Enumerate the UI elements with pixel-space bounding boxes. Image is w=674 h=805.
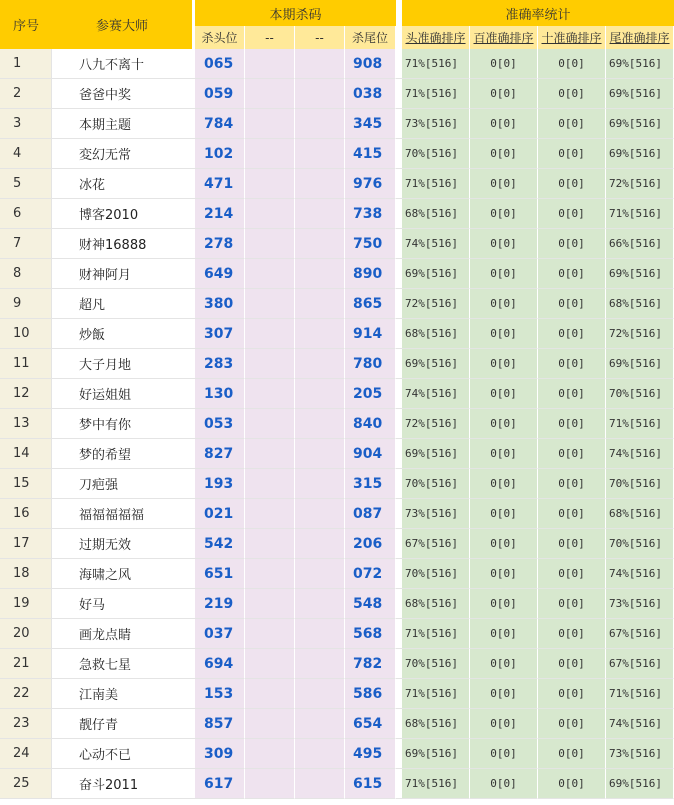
tail-accuracy-value: 69%[516] <box>606 49 674 79</box>
kill-blank-cell <box>295 409 345 439</box>
tens-accuracy-value: 0[0] <box>538 199 606 229</box>
sub-header-kill-blank: -- <box>295 26 345 49</box>
kill-blank-cell <box>295 499 345 529</box>
table-row <box>0 169 674 199</box>
kill-tail-value: 205 <box>345 379 396 409</box>
kill-tail-value: 890 <box>345 259 396 289</box>
hundreds-accuracy-value: 0[0] <box>470 439 538 469</box>
kill-tail-value: 750 <box>345 229 396 259</box>
kill-blank-cell <box>295 589 345 619</box>
tail-accuracy-value: 73%[516] <box>606 739 674 769</box>
tail-accuracy-value: 71%[516] <box>606 679 674 709</box>
master-name: 冰花 <box>52 169 192 199</box>
table-row <box>0 109 674 139</box>
master-name: 八九不离十 <box>52 49 192 79</box>
kill-blank-cell <box>245 409 295 439</box>
row-number: 25 <box>0 769 52 799</box>
tens-accuracy-value: 0[0] <box>538 259 606 289</box>
table-body <box>0 49 674 799</box>
kill-blank-cell <box>245 619 295 649</box>
tens-accuracy-value: 0[0] <box>538 739 606 769</box>
head-accuracy-value: 72%[516] <box>402 289 470 319</box>
tail-accuracy-value: 69%[516] <box>606 769 674 799</box>
kill-blank-cell <box>245 769 295 799</box>
kill-tail-value: 865 <box>345 289 396 319</box>
sort-link-head-accuracy[interactable]: 头准确排序 <box>402 26 470 49</box>
tens-accuracy-value: 0[0] <box>538 109 606 139</box>
kill-blank-cell <box>245 499 295 529</box>
kill-blank-cell <box>245 109 295 139</box>
tens-accuracy-value: 0[0] <box>538 169 606 199</box>
kill-head-value: 471 <box>195 169 245 199</box>
master-name: 财神阿月 <box>52 259 192 289</box>
row-number: 22 <box>0 679 52 709</box>
tail-accuracy-value: 67%[516] <box>606 619 674 649</box>
table-row <box>0 379 674 409</box>
kill-blank-cell <box>245 469 295 499</box>
table-row <box>0 319 674 349</box>
tail-accuracy-value: 68%[516] <box>606 499 674 529</box>
tens-accuracy-value: 0[0] <box>538 649 606 679</box>
tail-accuracy-value: 72%[516] <box>606 169 674 199</box>
kill-head-value: 214 <box>195 199 245 229</box>
tens-accuracy-value: 0[0] <box>538 379 606 409</box>
row-number: 15 <box>0 469 52 499</box>
head-accuracy-value: 74%[516] <box>402 379 470 409</box>
kill-tail-value: 914 <box>345 319 396 349</box>
row-number: 2 <box>0 79 52 109</box>
hundreds-accuracy-value: 0[0] <box>470 109 538 139</box>
head-accuracy-value: 69%[516] <box>402 349 470 379</box>
kill-blank-cell <box>245 349 295 379</box>
sub-header-kill-head: 杀头位 <box>195 26 245 49</box>
head-accuracy-value: 70%[516] <box>402 559 470 589</box>
head-accuracy-value: 73%[516] <box>402 109 470 139</box>
tail-accuracy-value: 74%[516] <box>606 709 674 739</box>
kill-blank-cell <box>245 439 295 469</box>
head-accuracy-value: 68%[516] <box>402 589 470 619</box>
tens-accuracy-value: 0[0] <box>538 79 606 109</box>
hundreds-accuracy-value: 0[0] <box>470 499 538 529</box>
hundreds-accuracy-value: 0[0] <box>470 289 538 319</box>
row-number: 4 <box>0 139 52 169</box>
kill-head-value: 065 <box>195 49 245 79</box>
row-number: 17 <box>0 529 52 559</box>
tail-accuracy-value: 71%[516] <box>606 199 674 229</box>
hundreds-accuracy-value: 0[0] <box>470 679 538 709</box>
kill-blank-cell <box>295 649 345 679</box>
tail-accuracy-value: 69%[516] <box>606 139 674 169</box>
kill-tail-value: 315 <box>345 469 396 499</box>
kill-head-value: 617 <box>195 769 245 799</box>
master-name: 好马 <box>52 589 192 619</box>
master-name: 爸爸中奖 <box>52 79 192 109</box>
tens-accuracy-value: 0[0] <box>538 529 606 559</box>
kill-blank-cell <box>245 139 295 169</box>
row-number: 11 <box>0 349 52 379</box>
head-accuracy-value: 72%[516] <box>402 409 470 439</box>
hundreds-accuracy-value: 0[0] <box>470 409 538 439</box>
kill-blank-cell <box>295 559 345 589</box>
tail-accuracy-value: 69%[516] <box>606 349 674 379</box>
kill-tail-value: 568 <box>345 619 396 649</box>
table-row <box>0 709 674 739</box>
kill-blank-cell <box>245 559 295 589</box>
tail-accuracy-value: 69%[516] <box>606 259 674 289</box>
row-number: 14 <box>0 439 52 469</box>
kill-blank-cell <box>295 739 345 769</box>
hundreds-accuracy-value: 0[0] <box>470 529 538 559</box>
kill-head-value: 283 <box>195 349 245 379</box>
row-number: 6 <box>0 199 52 229</box>
hundreds-accuracy-value: 0[0] <box>470 229 538 259</box>
row-number: 10 <box>0 319 52 349</box>
tail-accuracy-value: 72%[516] <box>606 319 674 349</box>
kill-tail-value: 904 <box>345 439 396 469</box>
sort-link-hundreds-accuracy[interactable]: 百准确排序 <box>470 26 538 49</box>
tail-accuracy-value: 68%[516] <box>606 289 674 319</box>
table-row <box>0 349 674 379</box>
table-row <box>0 439 674 469</box>
table-row <box>0 229 674 259</box>
master-name: 本期主题 <box>52 109 192 139</box>
tens-accuracy-value: 0[0] <box>538 769 606 799</box>
kill-tail-value: 840 <box>345 409 396 439</box>
tens-accuracy-value: 0[0] <box>538 319 606 349</box>
kill-blank-cell <box>295 259 345 289</box>
master-name: 过期无效 <box>52 529 192 559</box>
row-number: 19 <box>0 589 52 619</box>
kill-blank-cell <box>245 169 295 199</box>
tail-accuracy-value: 70%[516] <box>606 379 674 409</box>
table-row <box>0 409 674 439</box>
head-accuracy-value: 67%[516] <box>402 529 470 559</box>
sort-link-tens-accuracy[interactable]: 十准确排序 <box>538 26 606 49</box>
kill-tail-value: 495 <box>345 739 396 769</box>
master-name: 海啸之风 <box>52 559 192 589</box>
tens-accuracy-value: 0[0] <box>538 289 606 319</box>
tail-accuracy-value: 70%[516] <box>606 529 674 559</box>
kill-blank-cell <box>245 649 295 679</box>
tens-accuracy-value: 0[0] <box>538 589 606 619</box>
kill-tail-value: 782 <box>345 649 396 679</box>
row-number: 16 <box>0 499 52 529</box>
table-row <box>0 559 674 589</box>
master-name: 炒飯 <box>52 319 192 349</box>
head-accuracy-value: 68%[516] <box>402 319 470 349</box>
table-row <box>0 769 674 799</box>
kill-tail-value: 586 <box>345 679 396 709</box>
tail-accuracy-value: 71%[516] <box>606 409 674 439</box>
kill-head-value: 278 <box>195 229 245 259</box>
kill-head-value: 309 <box>195 739 245 769</box>
tail-accuracy-value: 74%[516] <box>606 559 674 589</box>
kill-head-value: 827 <box>195 439 245 469</box>
master-name: 梦中有你 <box>52 409 192 439</box>
table-row <box>0 259 674 289</box>
kill-tail-value: 615 <box>345 769 396 799</box>
tens-accuracy-value: 0[0] <box>538 349 606 379</box>
kill-tail-value: 654 <box>345 709 396 739</box>
hundreds-accuracy-value: 0[0] <box>470 49 538 79</box>
tens-accuracy-value: 0[0] <box>538 619 606 649</box>
tail-accuracy-value: 69%[516] <box>606 109 674 139</box>
kill-head-value: 651 <box>195 559 245 589</box>
table-row <box>0 49 674 79</box>
kill-blank-cell <box>245 259 295 289</box>
kill-head-value: 021 <box>195 499 245 529</box>
table-row <box>0 79 674 109</box>
hundreds-accuracy-value: 0[0] <box>470 559 538 589</box>
master-name: 梦的希望 <box>52 439 192 469</box>
kill-tail-value: 206 <box>345 529 396 559</box>
master-name: 博客2010 <box>52 199 192 229</box>
head-accuracy-value: 69%[516] <box>402 439 470 469</box>
kill-blank-cell <box>295 709 345 739</box>
master-name: 靓仔青 <box>52 709 192 739</box>
kill-blank-cell <box>295 439 345 469</box>
hundreds-accuracy-value: 0[0] <box>470 259 538 289</box>
master-name: 超凡 <box>52 289 192 319</box>
kill-blank-cell <box>295 229 345 259</box>
kill-blank-cell <box>245 289 295 319</box>
row-number: 13 <box>0 409 52 439</box>
row-number: 7 <box>0 229 52 259</box>
table-row <box>0 619 674 649</box>
tens-accuracy-value: 0[0] <box>538 229 606 259</box>
kill-blank-cell <box>245 199 295 229</box>
row-number: 18 <box>0 559 52 589</box>
tens-accuracy-value: 0[0] <box>538 139 606 169</box>
table-row <box>0 529 674 559</box>
row-number: 20 <box>0 619 52 649</box>
head-accuracy-value: 71%[516] <box>402 49 470 79</box>
head-accuracy-value: 69%[516] <box>402 259 470 289</box>
kill-head-value: 542 <box>195 529 245 559</box>
hundreds-accuracy-value: 0[0] <box>470 379 538 409</box>
master-name: 财神16888 <box>52 229 192 259</box>
table-row <box>0 469 674 499</box>
kill-blank-cell <box>245 589 295 619</box>
kill-head-value: 694 <box>195 649 245 679</box>
master-name: 刀疤强 <box>52 469 192 499</box>
kill-head-value: 219 <box>195 589 245 619</box>
hundreds-accuracy-value: 0[0] <box>470 169 538 199</box>
kill-head-value: 193 <box>195 469 245 499</box>
table-row <box>0 649 674 679</box>
hundreds-accuracy-value: 0[0] <box>470 319 538 349</box>
row-number: 5 <box>0 169 52 199</box>
kill-blank-cell <box>295 109 345 139</box>
kill-tail-value: 345 <box>345 109 396 139</box>
kill-head-value: 059 <box>195 79 245 109</box>
master-name: 大子月地 <box>52 349 192 379</box>
head-accuracy-value: 74%[516] <box>402 229 470 259</box>
hundreds-accuracy-value: 0[0] <box>470 79 538 109</box>
kill-head-value: 153 <box>195 679 245 709</box>
kill-head-value: 380 <box>195 289 245 319</box>
kill-blank-cell <box>295 79 345 109</box>
kill-blank-cell <box>295 139 345 169</box>
kill-blank-cell <box>295 379 345 409</box>
master-name: 急救七星 <box>52 649 192 679</box>
kill-tail-value: 548 <box>345 589 396 619</box>
kill-blank-cell <box>245 709 295 739</box>
col-header-no: 序号 <box>0 0 52 49</box>
kill-tail-value: 908 <box>345 49 396 79</box>
kill-blank-cell <box>295 529 345 559</box>
head-accuracy-value: 69%[516] <box>402 739 470 769</box>
row-number: 3 <box>0 109 52 139</box>
row-number: 9 <box>0 289 52 319</box>
kill-tail-value: 738 <box>345 199 396 229</box>
head-accuracy-value: 71%[516] <box>402 79 470 109</box>
row-number: 21 <box>0 649 52 679</box>
kill-blank-cell <box>295 289 345 319</box>
row-number: 1 <box>0 49 52 79</box>
kill-head-value: 784 <box>195 109 245 139</box>
hundreds-accuracy-value: 0[0] <box>470 199 538 229</box>
kill-blank-cell <box>295 319 345 349</box>
row-number: 8 <box>0 259 52 289</box>
head-accuracy-value: 70%[516] <box>402 469 470 499</box>
kill-blank-cell <box>245 49 295 79</box>
master-name: 画龙点睛 <box>52 619 192 649</box>
kill-tail-value: 415 <box>345 139 396 169</box>
tail-accuracy-value: 69%[516] <box>606 79 674 109</box>
kill-tail-value: 087 <box>345 499 396 529</box>
table-row <box>0 499 674 529</box>
tens-accuracy-value: 0[0] <box>538 409 606 439</box>
head-accuracy-value: 70%[516] <box>402 649 470 679</box>
table-row <box>0 199 674 229</box>
kill-blank-cell <box>245 229 295 259</box>
hundreds-accuracy-value: 0[0] <box>470 139 538 169</box>
tens-accuracy-value: 0[0] <box>538 439 606 469</box>
tens-accuracy-value: 0[0] <box>538 559 606 589</box>
group-header-stats: 准确率统计 <box>402 0 674 26</box>
row-number: 24 <box>0 739 52 769</box>
tens-accuracy-value: 0[0] <box>538 49 606 79</box>
kill-blank-cell <box>245 739 295 769</box>
tail-accuracy-value: 74%[516] <box>606 439 674 469</box>
table-header <box>0 0 674 49</box>
tail-accuracy-value: 67%[516] <box>606 649 674 679</box>
sub-header-kill-tail: 杀尾位 <box>345 26 396 49</box>
kill-tail-value: 976 <box>345 169 396 199</box>
row-number: 12 <box>0 379 52 409</box>
tail-accuracy-value: 66%[516] <box>606 229 674 259</box>
tens-accuracy-value: 0[0] <box>538 499 606 529</box>
sort-link-tail-accuracy[interactable]: 尾准确排序 <box>606 26 674 49</box>
kill-head-value: 037 <box>195 619 245 649</box>
kill-head-value: 053 <box>195 409 245 439</box>
group-header-kill: 本期杀码 <box>195 0 396 26</box>
head-accuracy-value: 71%[516] <box>402 169 470 199</box>
hundreds-accuracy-value: 0[0] <box>470 709 538 739</box>
head-accuracy-value: 71%[516] <box>402 769 470 799</box>
table-row <box>0 739 674 769</box>
table-row <box>0 589 674 619</box>
kill-blank-cell <box>245 79 295 109</box>
kill-blank-cell <box>295 49 345 79</box>
kill-tail-value: 038 <box>345 79 396 109</box>
kill-blank-cell <box>245 379 295 409</box>
hundreds-accuracy-value: 0[0] <box>470 349 538 379</box>
tail-accuracy-value: 70%[516] <box>606 469 674 499</box>
col-header-name: 参赛大师 <box>52 0 192 49</box>
kill-blank-cell <box>295 679 345 709</box>
master-name: 江南美 <box>52 679 192 709</box>
sub-header-kill-blank: -- <box>245 26 295 49</box>
kill-head-value: 102 <box>195 139 245 169</box>
kill-head-value: 857 <box>195 709 245 739</box>
master-name: 変幻无常 <box>52 139 192 169</box>
kill-blank-cell <box>295 469 345 499</box>
kill-tail-value: 780 <box>345 349 396 379</box>
kill-head-value: 130 <box>195 379 245 409</box>
hundreds-accuracy-value: 0[0] <box>470 469 538 499</box>
head-accuracy-value: 73%[516] <box>402 499 470 529</box>
master-name: 福福福福福 <box>52 499 192 529</box>
table-row <box>0 139 674 169</box>
head-accuracy-value: 71%[516] <box>402 619 470 649</box>
tens-accuracy-value: 0[0] <box>538 709 606 739</box>
kill-blank-cell <box>295 199 345 229</box>
table-row <box>0 289 674 319</box>
kill-blank-cell <box>295 169 345 199</box>
kill-blank-cell <box>245 679 295 709</box>
tens-accuracy-value: 0[0] <box>538 679 606 709</box>
head-accuracy-value: 68%[516] <box>402 709 470 739</box>
master-name: 心动不已 <box>52 739 192 769</box>
head-accuracy-value: 68%[516] <box>402 199 470 229</box>
kill-blank-cell <box>295 349 345 379</box>
kill-blank-cell <box>245 319 295 349</box>
hundreds-accuracy-value: 0[0] <box>470 649 538 679</box>
hundreds-accuracy-value: 0[0] <box>470 739 538 769</box>
kill-tail-value: 072 <box>345 559 396 589</box>
row-number: 23 <box>0 709 52 739</box>
kill-head-value: 649 <box>195 259 245 289</box>
hundreds-accuracy-value: 0[0] <box>470 589 538 619</box>
master-name: 好运姐姐 <box>52 379 192 409</box>
head-accuracy-value: 70%[516] <box>402 139 470 169</box>
hundreds-accuracy-value: 0[0] <box>470 619 538 649</box>
hundreds-accuracy-value: 0[0] <box>470 769 538 799</box>
kill-blank-cell <box>295 769 345 799</box>
tail-accuracy-value: 73%[516] <box>606 589 674 619</box>
tens-accuracy-value: 0[0] <box>538 469 606 499</box>
kill-blank-cell <box>295 619 345 649</box>
kill-head-value: 307 <box>195 319 245 349</box>
master-name: 奋斗2011 <box>52 769 192 799</box>
kill-blank-cell <box>245 529 295 559</box>
head-accuracy-value: 71%[516] <box>402 679 470 709</box>
table-row <box>0 679 674 709</box>
